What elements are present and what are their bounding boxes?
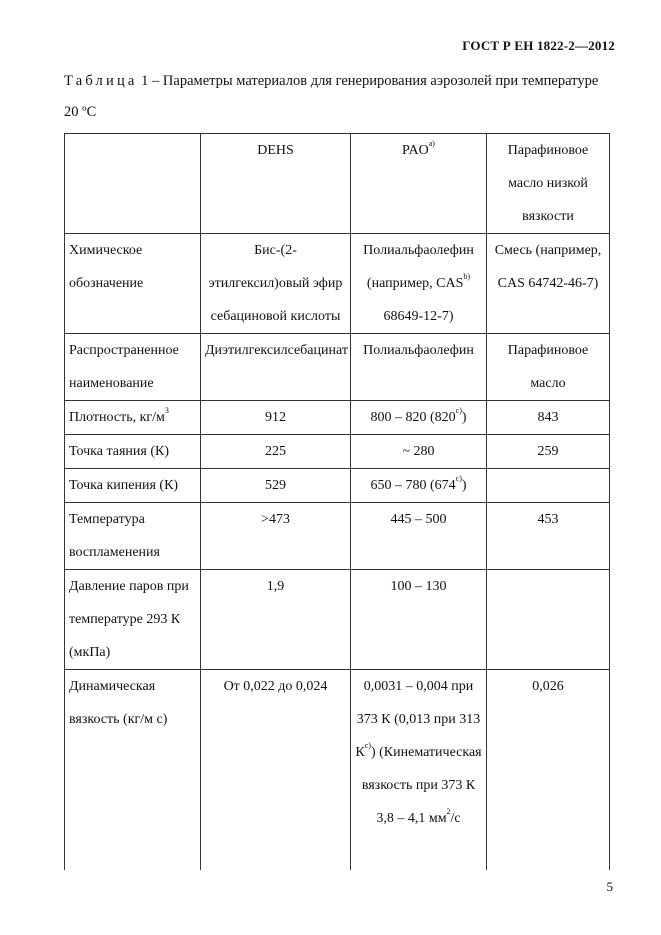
table-caption-text: 1 – Параметры материалов для генерирования аэрозолей при температуре 20 ºС [64, 73, 599, 120]
cell-pao-text: 800 – 820 (820 [370, 410, 456, 425]
cell-pao-text: 650 – 780 (674 [370, 478, 456, 493]
cell-pao-text-end: ) [461, 410, 467, 425]
cell-paraffin: 843 [487, 401, 610, 435]
cell-paraffin: Смесь (например, CAS 64742-46-7) [487, 234, 610, 334]
table-row-vapor-pressure [65, 570, 610, 670]
parameters-table [64, 133, 610, 870]
header-cell-empty [65, 134, 201, 234]
footnote-marker: а) [428, 139, 435, 149]
table-row-melting-point [65, 435, 610, 469]
cell-pao: Полиальфаолефин [351, 334, 487, 401]
cell-dehs: 529 [201, 469, 351, 503]
cell-pao-text: 0,0031 – 0,004 при 373 К (0,013 при 313 К [355, 679, 481, 760]
table-row-dynamic-viscosity [65, 670, 610, 870]
row-label-text: Плотность, кг/м [69, 410, 165, 425]
cell-pao [351, 670, 487, 870]
row-label: Точка кипения (К) [65, 469, 201, 503]
cell-dehs: >473 [201, 503, 351, 570]
cell-pao [351, 469, 487, 503]
footnote-marker: c) [455, 474, 462, 484]
cell-dehs: 912 [201, 401, 351, 435]
cell-dehs: 225 [201, 435, 351, 469]
header-cell-pao [351, 134, 487, 234]
cell-pao: 445 – 500 [351, 503, 487, 570]
row-label: Динамическая вязкость (кг/м с) [65, 670, 201, 870]
cell-pao: 100 – 130 [351, 570, 487, 670]
header-cell-paraffin: Парафиновое масло низкой вязкости [487, 134, 610, 234]
table-caption [64, 66, 612, 128]
cell-pao-text-end: /с [450, 811, 461, 826]
footnote-marker: c) [364, 741, 371, 751]
row-label: Точка таяния (К) [65, 435, 201, 469]
cell-paraffin: 453 [487, 503, 610, 570]
cell-pao-text-end: 68649-12-7) [383, 309, 454, 324]
table-header-row [65, 134, 610, 234]
table-row-chemical-designation [65, 234, 610, 334]
page-number: 5 [606, 879, 613, 894]
document-header: ГОСТ Р ЕН 1822-2—2012 [462, 38, 615, 53]
cell-paraffin [487, 469, 610, 503]
row-label: Давление паров при температуре 293 К (мкПа) [65, 570, 201, 670]
cell-paraffin: 259 [487, 435, 610, 469]
cell-pao [351, 401, 487, 435]
cell-pao [351, 234, 487, 334]
cell-pao: ~ 280 [351, 435, 487, 469]
cell-dehs: 1,9 [201, 570, 351, 670]
cell-dehs: Диэтилгексилсебацинат [201, 334, 351, 401]
unit-superscript: 2 [446, 807, 451, 817]
header-cell-dehs: DEHS [201, 134, 351, 234]
unit-superscript: 3 [164, 406, 169, 416]
cell-pao-text-end: ) [461, 478, 467, 493]
row-label: Химическое обозначение [65, 234, 201, 334]
cell-pao-text-mid: ) (Кинематическая вязкость при 373 К 3,8 – 4,1 мм [361, 745, 482, 826]
cell-paraffin: 0,026 [487, 670, 610, 870]
cell-pao-text: Полиальфаолефин (например, CAS [363, 243, 474, 291]
header-pao-text: PAO [402, 143, 429, 158]
table-row-density [65, 401, 610, 435]
row-label [65, 401, 201, 435]
row-label: Распространенное наименование [65, 334, 201, 401]
footnote-marker: b) [463, 272, 471, 282]
cell-dehs: Бис-(2-этилгексил)овый эфир себациновой кислоты [201, 234, 351, 334]
cell-paraffin [487, 570, 610, 670]
footnote-marker: c) [455, 406, 462, 416]
table-row-flash-point [65, 503, 610, 570]
table-caption-label: Таблица [64, 73, 138, 89]
row-label: Температура воспламенения [65, 503, 201, 570]
table-row-common-name [65, 334, 610, 401]
table-row-boiling-point [65, 469, 610, 503]
cell-dehs: От 0,022 до 0,024 [201, 670, 351, 870]
cell-paraffin: Парафиновое масло [487, 334, 610, 401]
